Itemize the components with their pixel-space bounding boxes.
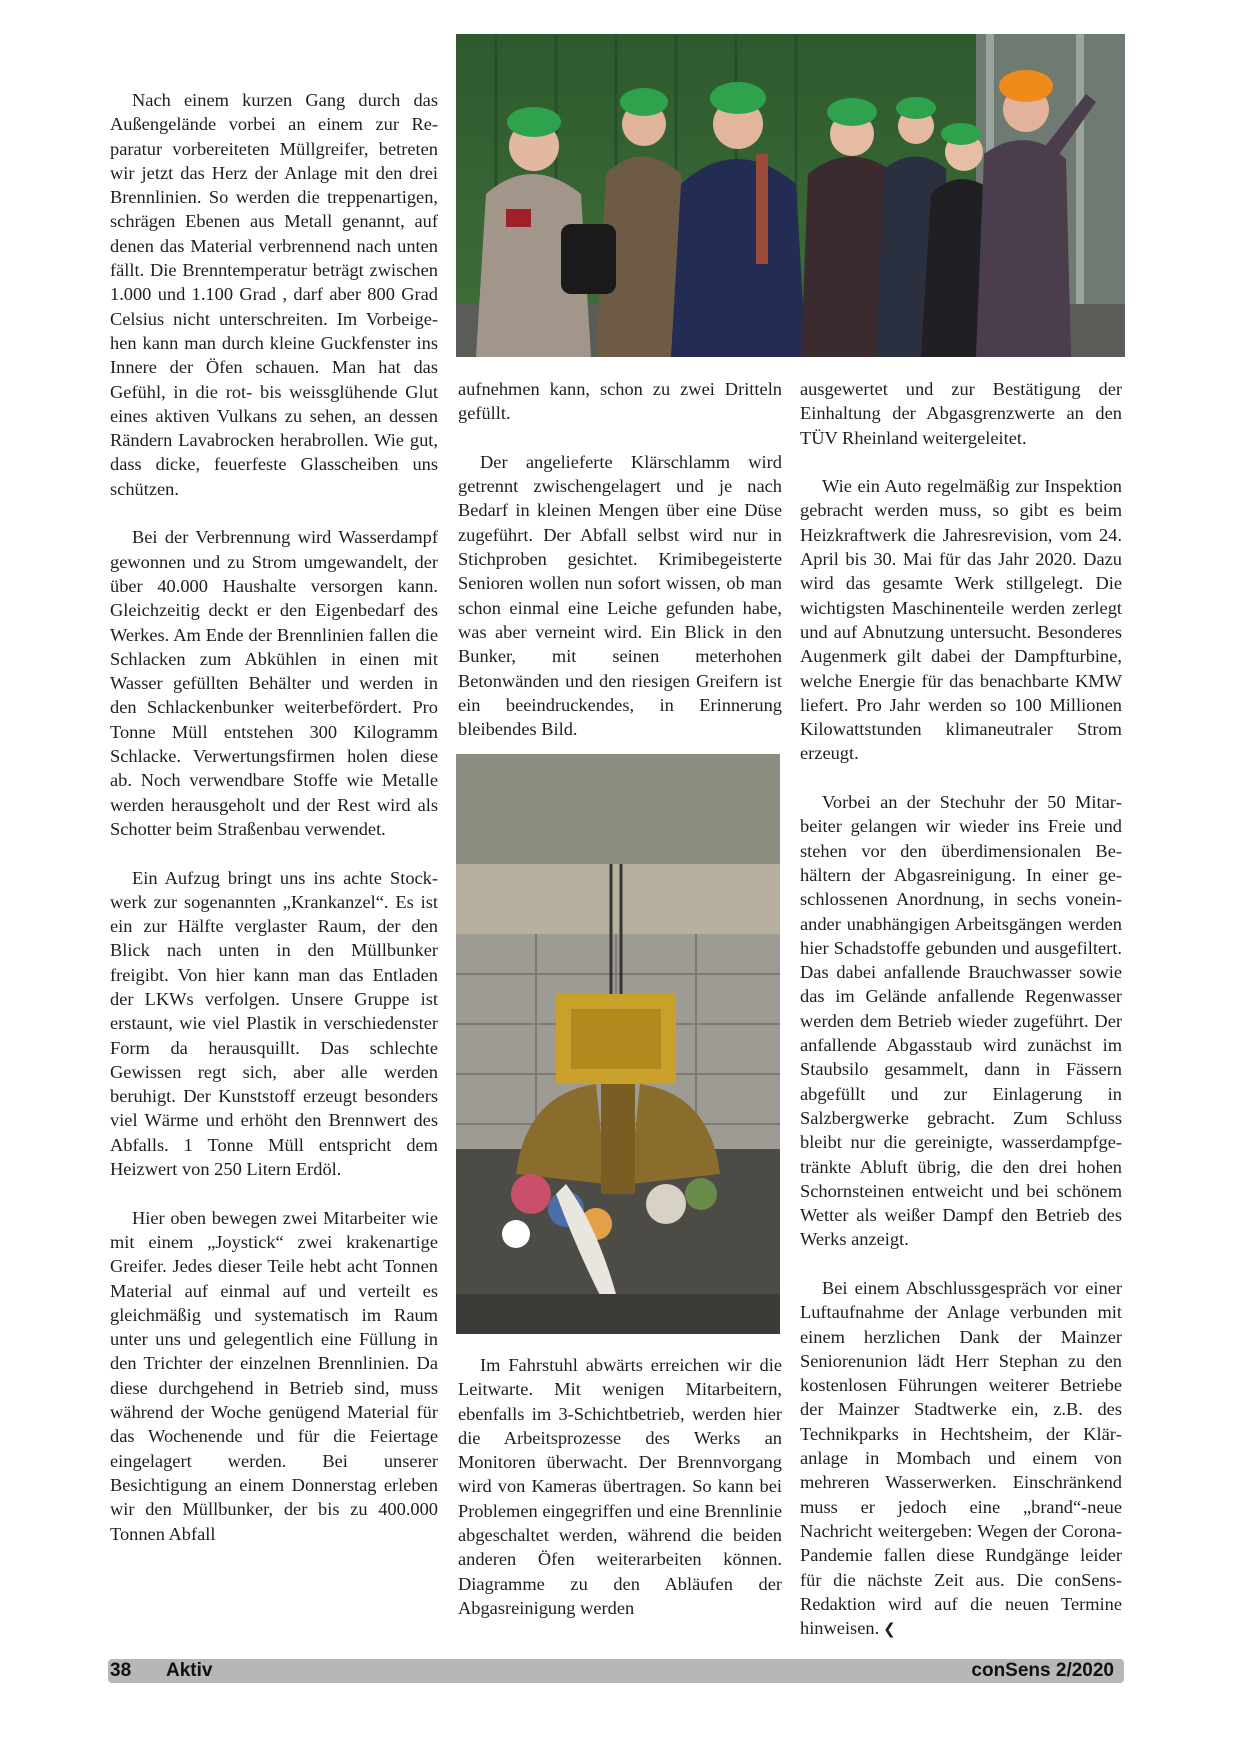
article-column-2-bottom bbox=[458, 1353, 782, 1620]
paragraph: Im Fahrstuhl abwärts erreichen wir die Leitwarte. Mit wenigen Mitarbeitern, ebenfalls im 3-Schichtbetrieb, werden hier die Arbeitsprozesse des Werks an Monitoren überwacht. Der Brennvorgang wird von Kameras übertragen. So kann bei Problemen eingegriffen und eine Brennlinie abgeschaltet werden, während die beiden anderen Öfen weiterarbeiten können. Diagramme zu den Abläufen der Abgasreinigung werden bbox=[458, 1355, 782, 1618]
paragraph-text: Bei einem Abschlussgespräch vor einer Luftaufnahme der Anlage verbunden mit einem herzlichen Dank der Mainzer Seniorenunion lädt Herr Stephan zu den kostenlosen Führungen weiterer Betriebe der Mainzer Stadtwerke ein, z.B. des Technikparks in Hechtsheim, der Kläranlage in Mombach und einem von mehreren Wasserwerken. Einschränkend muss er jedoch eine „brand“-neue Nachricht weitergeben: Wegen der Corona-Pandemie fallen diese Rundgänge leider für die nächste Zeit aus. Die conSens-Redaktion wird auf die neuen Termine hinweisen. bbox=[800, 1277, 1122, 1639]
page-number: 38 bbox=[110, 1660, 132, 1681]
paragraph: Nach einem kurzen Gang durch das Außengelände vorbei an einem zur Reparatur vorbereiteten Müllgreifer, betreten wir jetzt das Herz der Anlage mit den drei Brennlinien. So werden die treppenartigen, schrägen Ebenen aus Metall genannt, auf denen das Material verbrennend nach unten fällt. Die Brenntemperatur beträgt zwischen 1.000 und 1.100 Grad , darf aber 800 Grad Celsius nicht unterschreiten. Im Vorbeigehen kann man durch kleine Guckfenster ins Innere der Öfen schauen. Man hat das Gefühl, in die rot- bis weissglühende Glut eines aktiven Vulkans zu sehen, an dessen Rändern Lavabrocken herabrollen. Wie gut, dass dicke, feuerfeste Glasscheiben uns schützen. bbox=[110, 90, 438, 499]
page-footer-bar bbox=[108, 1659, 1124, 1683]
photo-visitor-group-hard-hats bbox=[456, 34, 1125, 357]
paragraph-final bbox=[800, 1276, 1122, 1641]
paragraph: Vorbei an der Stechuhr der 50 Mitarbeiter gelangen wir wieder ins Freie und stehen vor den überdimensionalen Behältern der Abgasreinigung. In einer geschlossenen Anordnung, in sechs voneinander unabhängigen Arbeitsgängen werden hier Schadstoffe gebunden und ausgefiltert. Das dabei anfallende Brauchwasser sowie das im Gelände anfallende Regenwasser werden dem Betrieb wieder zugeführt. Der anfallende Abgasstaub wird zunächst im Staubsilo gesammelt, dann in Fässern abgefüllt und zur Einlagerung in Salzbergwerke gebracht. Zum Schluss bleibt nur die gereinigte, wasserdampfgetränkte Abluft übrig, die den drei hohen Schornsteinen entweicht und bei schönem Wetter als weißer Dampf den Betrieb des Werks anzeigt. bbox=[800, 792, 1122, 1250]
magazine-issue: conSens 2/2020 bbox=[971, 1660, 1114, 1681]
article-column-1 bbox=[110, 88, 438, 1546]
crane-grab-illustration bbox=[456, 754, 780, 1334]
photo-waste-bunker-crane-grab bbox=[456, 754, 780, 1334]
paragraph: Hier oben bewegen zwei Mitarbeiter wie mit einem „Joystick“ zwei krakenartige Greifer. Jedes dieser Teile hebt acht Tonnen Material auf einmal auf und verteilt es gleichmäßig und systematisch im Raum unter uns und gelegentlich eine Füllung in den Trichter der einzelnen Brennlinien. Da diese durchgehend in Betrieb sind, muss während der Woche genügend Material für das Wochenende und für die Feiertage eingelagert werden. Bei unserer Besichtigung an einem Donnerstag erleben wir den Müllbunker, der bis zu 400.000 Tonnen Abfall bbox=[110, 1207, 438, 1544]
paragraph: Ein Aufzug bringt uns ins achte Stockwerk zur sogenannten „Krankanzel“. Es ist ein zur Hälfte verglaster Raum, der den Blick nach unten in den Müllbunker freigibt. Von hier kann man das Entladen der LKWs verfolgen. Unsere Gruppe ist erstaunt, wie viel Plastik in verschiedenster Form da herausquillt. Das schlechte Gewissen regt sich, aber alle werden beruhigt. Der Kunststoff erzeugt besonders viel Wärme und erhöht den Brennwert des Abfalls. 1 Tonne Müll entspricht dem Heizwert von 250 Litern Erdöl. bbox=[110, 867, 438, 1180]
paragraph: Bei der Verbrennung wird Wasserdampf gewonnen und zu Strom umgewandelt, der über 40.000 Haushalte versorgen kann. Gleichzeitig deckt er den Eigenbedarf des Werkes. Am Ende der Brennlinien fallen die Schlacken zum Abkühlen in einen mit Wasser gefüllten Behälter und werden in den Schlackenbunker weiterbefördert. Pro Tonne Müll entstehen 300 Kilogramm Schlacke. Verwertungsfirmen holen diese ab. Noch verwendbare Stoffe wie Metalle werden herausgeholt und der Rest wird als Schotter beim Straßenbau verwendet. bbox=[110, 527, 438, 839]
end-of-article-icon: ❮ bbox=[883, 1620, 896, 1639]
article-column-2-top bbox=[458, 377, 782, 741]
paragraph: Wie ein Auto regelmäßig zur Inspektion gebracht werden muss, so gibt es beim Heizkraftwerk die Jahresrevision, vom 24. April bis 30. Mai für das Jahr 2020. Dazu wird das gesamte Werk stillgelegt. Die wichtigsten Maschinenteile werden zerlegt und auf Abnutzung untersucht. Besonderes Augenmerk gilt dabei der Dampfturbine, welche Energie für das benachbarte KMW liefert. Pro Jahr werden so 100 Millionen Kilowattstunden klimaneutraler Strom erzeugt. bbox=[800, 476, 1122, 764]
article-column-3 bbox=[800, 377, 1122, 1641]
visitor-group-illustration bbox=[456, 34, 1125, 357]
section-name: Aktiv bbox=[166, 1660, 213, 1681]
paragraph: aufnehmen kann, schon zu zwei Dritteln gefüllt. bbox=[458, 379, 782, 424]
paragraph: ausgewertet und zur Bestätigung der Einhaltung der Abgasgrenzwerte an den TÜV Rheinland weitergeleitet. bbox=[800, 379, 1122, 448]
paragraph: Der angelieferte Klärschlamm wird getrennt zwischengelagert und je nach Bedarf in kleinen Mengen über eine Düse zugeführt. Der Abfall selbst wird nur in Stichproben gesichtet. Krimibegeisterte Senioren wollen nun sofort wissen, ob man schon einmal eine Leiche gefunden habe, was aber verneint wird. Ein Blick in den Bunker, mit seinen meterhohen Betonwänden und den riesigen Greifern ist ein beeindruckendes, in Erinnerung bleibendes Bild. bbox=[458, 451, 782, 740]
